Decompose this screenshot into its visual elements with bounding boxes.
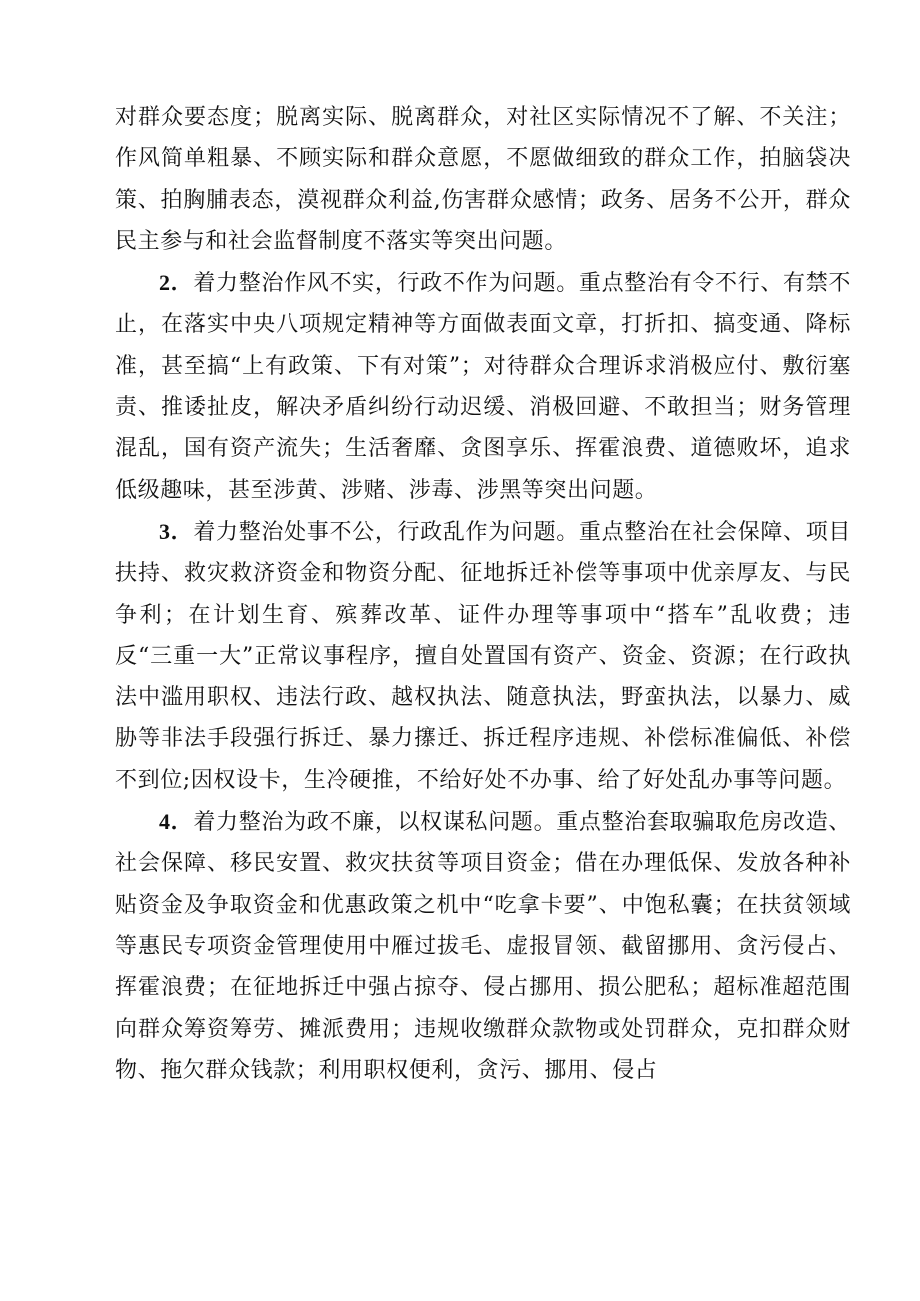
document-body: [115, 97, 851, 1091]
item-number: 3．: [159, 518, 194, 544]
paragraph-continuation: [115, 97, 851, 262]
paragraph-item-3: [115, 511, 851, 801]
item-number: 4．: [159, 809, 194, 835]
paragraph-item-4: [115, 801, 851, 1091]
paragraph-text: 着力整治为政不廉，以权谋私问题。重点整治套取骗取危房改造、社会保障、移民安置、救灾扶贫等项目资金；借在办理低保、发放各种补贴资金及争取资金和优惠政策之机中“吃拿卡要”、中饱私囊；在扶贫领域等惠民专项资金管理使用中雁过拔毛、虚报冒领、截留挪用、贪污侵占、挥霍浪费；在征地拆迁中强占掠夺、侵占挪用、损公肥私；超标准超范围向群众筹资筹劳、摊派费用；违规收缴群众款物或处罚群众，克扣群众财物、拖欠群众钱款；利用职权便利，贪污、挪用、侵占: [115, 810, 852, 1083]
item-number: 2．: [159, 270, 194, 296]
paragraph-text: 对群众要态度；脱离实际、脱离群众，对社区实际情况不了解、不关注；作风简单粗暴、不顾实际和群众意愿，不愿做细致的群众工作，拍脑袋决策、拍胸脯表态，漠视群众利益,伤害群众感情；政务、居务不公开，群众民主参与和社会监督制度不落实等突出问题。: [115, 105, 851, 254]
paragraph-item-2: [115, 262, 851, 511]
paragraph-text: 着力整治作风不实，行政不作为问题。重点整治有令不行、有禁不止，在落实中央八项规定精神等方面做表面文章，打折扣、搞变通、降标准，甚至搞“上有政策、下有对策”；对待群众合理诉求消极应付、敷衍塞责、推诿扯皮，解决矛盾纠纷行动迟缓、消极回避、不敢担当；财务管理混乱，国有资产流失；生活奢靡、贪图享乐、挥霍浪费、道德败坏，追求低级趣味，甚至涉黄、涉赌、涉毒、涉黑等突出问题。: [115, 271, 852, 503]
paragraph-text: 着力整治处事不公，行政乱作为问题。重点整治在社会保障、项目扶持、救灾救济资金和物资分配、征地拆迁补偿等事项中优亲厚友、与民争利；在计划生育、殡葬改革、证件办理等事项中“搭车”乱收费；违反“三重一大”正常议事程序，擅自处置国有资产、资金、资源；在行政执法中滥用职权、违法行政、越权执法、随意执法，野蛮执法，以暴力、威胁等非法手段强行拆迁、暴力㩟迁、拆迁程序违规、补偿标准偏低、补偿不到位;因权设卡，生冷硬推，不给好处不办事、给了好处乱办事等问题。: [115, 519, 852, 793]
